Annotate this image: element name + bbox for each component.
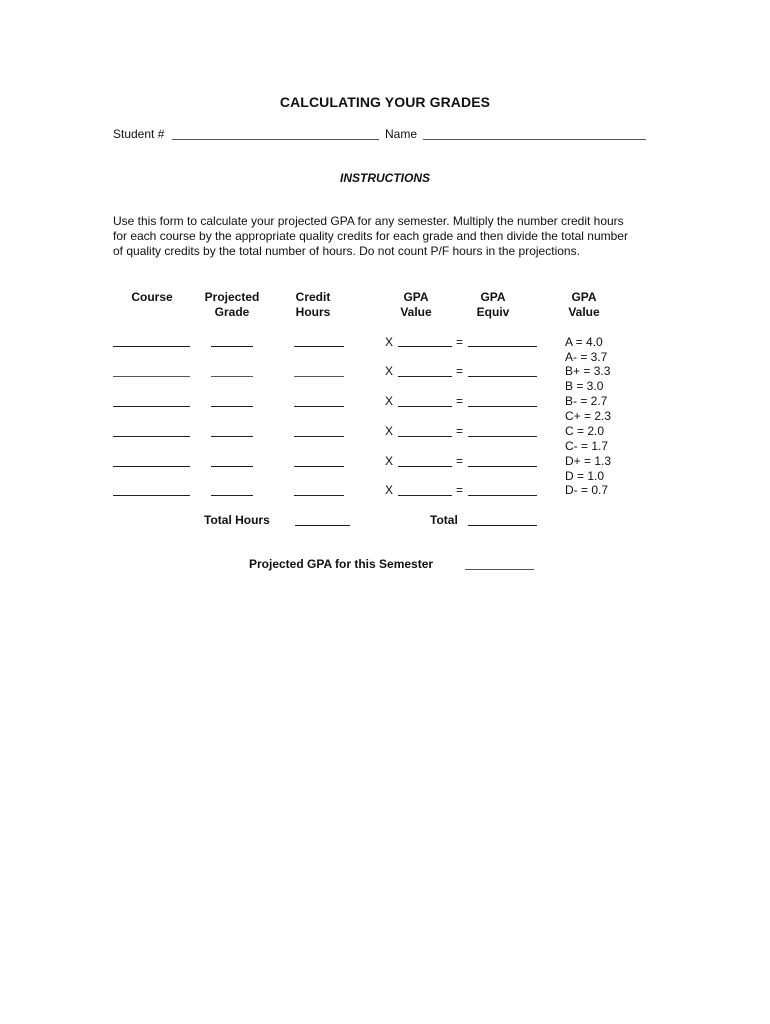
student-number-label: Student #	[113, 127, 165, 141]
equals-sign: =	[456, 364, 464, 378]
equals-sign: =	[456, 394, 464, 408]
gpa-scale-item: A- = 3.7	[565, 350, 608, 364]
gpa-value-field[interactable]	[398, 495, 452, 496]
total-hours-label: Total Hours	[204, 513, 270, 527]
gpa-value-field[interactable]	[398, 376, 452, 377]
instructions-line: for each course by the appropriate quality credits for each grade and then divide the total number	[113, 229, 628, 243]
total-field[interactable]	[468, 525, 537, 526]
credit-hours-field[interactable]	[294, 436, 344, 437]
gpa-scale-item: D+ = 1.3	[565, 454, 612, 468]
credit-hours-field[interactable]	[294, 406, 344, 407]
projected-grade-field[interactable]	[211, 346, 253, 347]
gpa-value-field[interactable]	[398, 346, 452, 347]
projected-grade-field[interactable]	[211, 406, 253, 407]
projected-grade-field[interactable]	[211, 495, 253, 496]
gpa-value-field[interactable]	[398, 436, 452, 437]
gpa-equiv-field[interactable]	[468, 495, 537, 496]
instructions-line: of quality credits by the total number of hours. Do not count P/F hours in the projections.	[113, 244, 580, 258]
gpa-equiv-field[interactable]	[468, 376, 537, 377]
multiply-sign: X	[385, 454, 394, 468]
gpa-scale-item: B+ = 3.3	[565, 364, 611, 378]
gpa-scale-item: D = 1.0	[565, 469, 605, 483]
projected-grade-field[interactable]	[211, 436, 253, 437]
student-number-field[interactable]	[172, 139, 379, 140]
course-field[interactable]	[113, 436, 190, 437]
header-course: Course	[131, 290, 173, 304]
multiply-sign: X	[385, 364, 394, 378]
name-field[interactable]	[423, 139, 646, 140]
gpa-equiv-field[interactable]	[468, 466, 537, 467]
header-projected-grade: Projected Grade	[204, 290, 260, 319]
gpa-equiv-field[interactable]	[468, 406, 537, 407]
instructions-line: Use this form to calculate your projected GPA for any semester. Multiply the number credit hours	[113, 214, 624, 228]
credit-hours-field[interactable]	[294, 376, 344, 377]
total-hours-field[interactable]	[295, 525, 350, 526]
projected-gpa-field[interactable]	[465, 569, 534, 570]
course-field[interactable]	[113, 346, 190, 347]
gpa-scale-item: B = 3.0	[565, 379, 604, 393]
gpa-scale-item: B- = 2.7	[565, 394, 608, 408]
course-field[interactable]	[113, 466, 190, 467]
gpa-scale-item: A = 4.0	[565, 335, 603, 349]
multiply-sign: X	[385, 335, 394, 349]
header-gpa-value: GPA Value	[400, 290, 432, 319]
instructions-paragraph	[113, 214, 661, 259]
gpa-scale-item: C- = 1.7	[565, 439, 609, 453]
header-gpa-scale: GPA Value	[568, 290, 600, 319]
credit-hours-field[interactable]	[294, 466, 344, 467]
page-title: CALCULATING YOUR GRADES	[279, 94, 491, 110]
total-label: Total	[430, 513, 458, 527]
credit-hours-field[interactable]	[294, 495, 344, 496]
equals-sign: =	[456, 424, 464, 438]
equals-sign: =	[456, 335, 464, 349]
course-field[interactable]	[113, 495, 190, 496]
course-field[interactable]	[113, 406, 190, 407]
gpa-value-field[interactable]	[398, 466, 452, 467]
instructions-heading: INSTRUCTIONS	[340, 171, 430, 185]
gpa-value-field[interactable]	[398, 406, 452, 407]
multiply-sign: X	[385, 394, 394, 408]
multiply-sign: X	[385, 483, 394, 497]
name-label: Name	[385, 127, 418, 141]
credit-hours-field[interactable]	[294, 346, 344, 347]
projected-grade-field[interactable]	[211, 376, 253, 377]
course-field[interactable]	[113, 376, 190, 377]
projected-grade-field[interactable]	[211, 466, 253, 467]
projected-gpa-label: Projected GPA for this Semester	[249, 557, 434, 571]
gpa-equiv-field[interactable]	[468, 436, 537, 437]
multiply-sign: X	[385, 424, 394, 438]
equals-sign: =	[456, 483, 464, 497]
header-credit-hours: Credit Hours	[295, 290, 331, 319]
gpa-equiv-field[interactable]	[468, 346, 537, 347]
gpa-scale-item: C+ = 2.3	[565, 409, 612, 423]
gpa-scale-item: C = 2.0	[565, 424, 605, 438]
header-gpa-equiv: GPA Equiv	[476, 290, 510, 319]
equals-sign: =	[456, 454, 464, 468]
gpa-scale-item: D- = 0.7	[565, 483, 609, 497]
